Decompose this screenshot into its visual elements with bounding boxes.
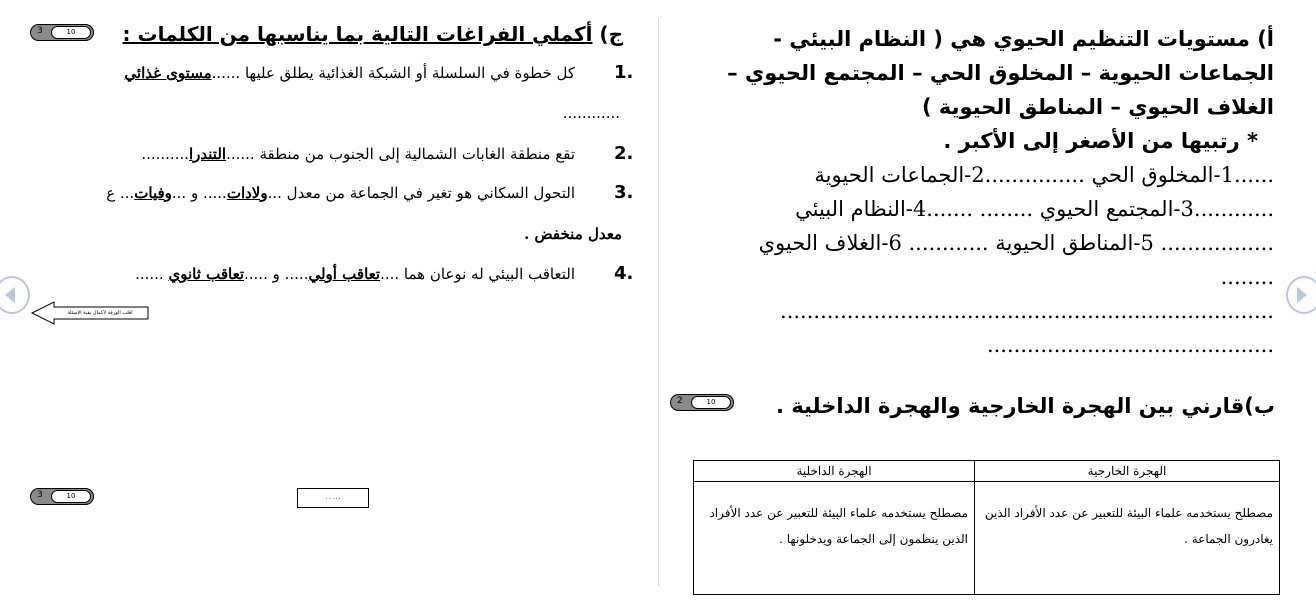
comparison-table bbox=[693, 460, 1280, 595]
list-item bbox=[40, 265, 575, 283]
table-cell: مصطلح يستخدمه علماء البيئة للتعبير عن عدد الأفراد الذين يغادرون الجماعة . bbox=[975, 482, 1280, 595]
item-answer: التندرا bbox=[189, 145, 227, 163]
answer-line: .......................................................................... bbox=[780, 299, 1274, 323]
next-page-button[interactable] bbox=[1286, 276, 1316, 314]
answer-line: ......1-المخلوق الحي ...............2-الجماعات الحيوية bbox=[814, 163, 1274, 187]
table-row bbox=[694, 482, 1280, 595]
item-number: 2. bbox=[614, 143, 634, 164]
table-header-row bbox=[694, 461, 1280, 482]
score-pill bbox=[30, 488, 94, 505]
score-pill bbox=[670, 394, 734, 411]
score-number: 3 bbox=[37, 490, 43, 500]
item-dots: ...... bbox=[135, 265, 169, 283]
question-a-line: الجماعات الحيوية – المخلوق الحي – المجتمع الحيوي – bbox=[727, 61, 1274, 85]
item-mid: ..... و ..... bbox=[244, 265, 309, 283]
item-continuation: ............ bbox=[562, 104, 620, 122]
answer-line: ........ bbox=[1220, 265, 1274, 289]
question-c bbox=[120, 22, 623, 46]
question-a bbox=[668, 22, 1274, 158]
item-text: التحول السكاني هو تغير في الجماعة من معدل ... bbox=[267, 184, 575, 202]
flip-page-label: اقلب الورقة لاكمال بقية الاسئلة bbox=[67, 310, 133, 316]
score-max: 10 bbox=[51, 26, 91, 39]
table-cell: مصطلح يستخدمه علماء البيئة للتعبير عن عدد الأفراد الذين ينظمون إلى الجماعة ويدخلونها . bbox=[694, 482, 975, 595]
item-continuation: معدل منخفض . bbox=[524, 225, 622, 243]
score-number: 3 bbox=[37, 26, 43, 36]
item-answer: وفيات bbox=[134, 184, 172, 202]
chevron-left-icon bbox=[3, 286, 17, 304]
list-item bbox=[40, 145, 575, 163]
item-number: 4. bbox=[614, 263, 634, 284]
item-number: 3. bbox=[614, 182, 634, 203]
item-answer: ولادات bbox=[226, 184, 268, 202]
answer-line: ............3-المجتمع الحيوي ........ .......4-النظام البيئي bbox=[795, 197, 1274, 221]
list-item bbox=[40, 64, 575, 82]
question-a-line: * رتبيها من الأصغر إلى الأكبر . bbox=[943, 129, 1258, 153]
item-text: كل خطوة في السلسلة أو الشبكة الغذائية يطلق عليها ...... bbox=[211, 64, 575, 82]
answer-line: ................. 5-المناطق الحيوية ............ 6-الغلاف الحيوي bbox=[758, 231, 1274, 255]
item-answer: مستوى غذائي bbox=[124, 64, 212, 82]
question-c-prefix: ج) bbox=[592, 22, 623, 46]
small-box: ، ، ، ، ، bbox=[297, 488, 369, 508]
score-max: 10 bbox=[691, 396, 731, 409]
item-mid: ..... و ... bbox=[171, 184, 227, 202]
table-header: الهجرة الداخلية bbox=[694, 461, 975, 482]
score-max: 10 bbox=[51, 490, 91, 503]
question-b: ب)قارني بين الهجرة الخارجية والهجرة الداخلية . bbox=[776, 394, 1275, 418]
score-pill bbox=[30, 24, 94, 41]
item-text: التعاقب البيئي له نوعان هما .... bbox=[380, 265, 575, 283]
answer-line: ........................................... bbox=[986, 333, 1274, 357]
question-a-answer bbox=[668, 158, 1274, 362]
score-number: 2 bbox=[677, 396, 683, 406]
page-divider bbox=[658, 18, 659, 586]
question-c-title: أكملي الفراغات التالية بما يناسبها من الكلمات : bbox=[122, 22, 593, 46]
item-number: 1. bbox=[614, 62, 634, 83]
list-item bbox=[20, 184, 575, 202]
question-a-line: أ) مستويات التنظيم الحيوي هي ( النظام البيئي - bbox=[773, 27, 1274, 51]
item-dots: ... ع bbox=[106, 184, 135, 202]
item-answer: تعاقب أولي bbox=[308, 265, 381, 283]
item-dots: .......... bbox=[141, 145, 189, 163]
item-answer: تعاقب ثانوي bbox=[168, 265, 244, 283]
prev-page-button[interactable] bbox=[0, 276, 30, 314]
question-a-line: الغلاف الحيوي – المناطق الحيوية ) bbox=[921, 95, 1274, 119]
table-header: الهجرة الخارجية bbox=[975, 461, 1280, 482]
item-text: تقع منطقة الغابات الشمالية إلى الجنوب من منطقة ...... bbox=[226, 145, 575, 163]
chevron-right-icon bbox=[1295, 286, 1309, 304]
